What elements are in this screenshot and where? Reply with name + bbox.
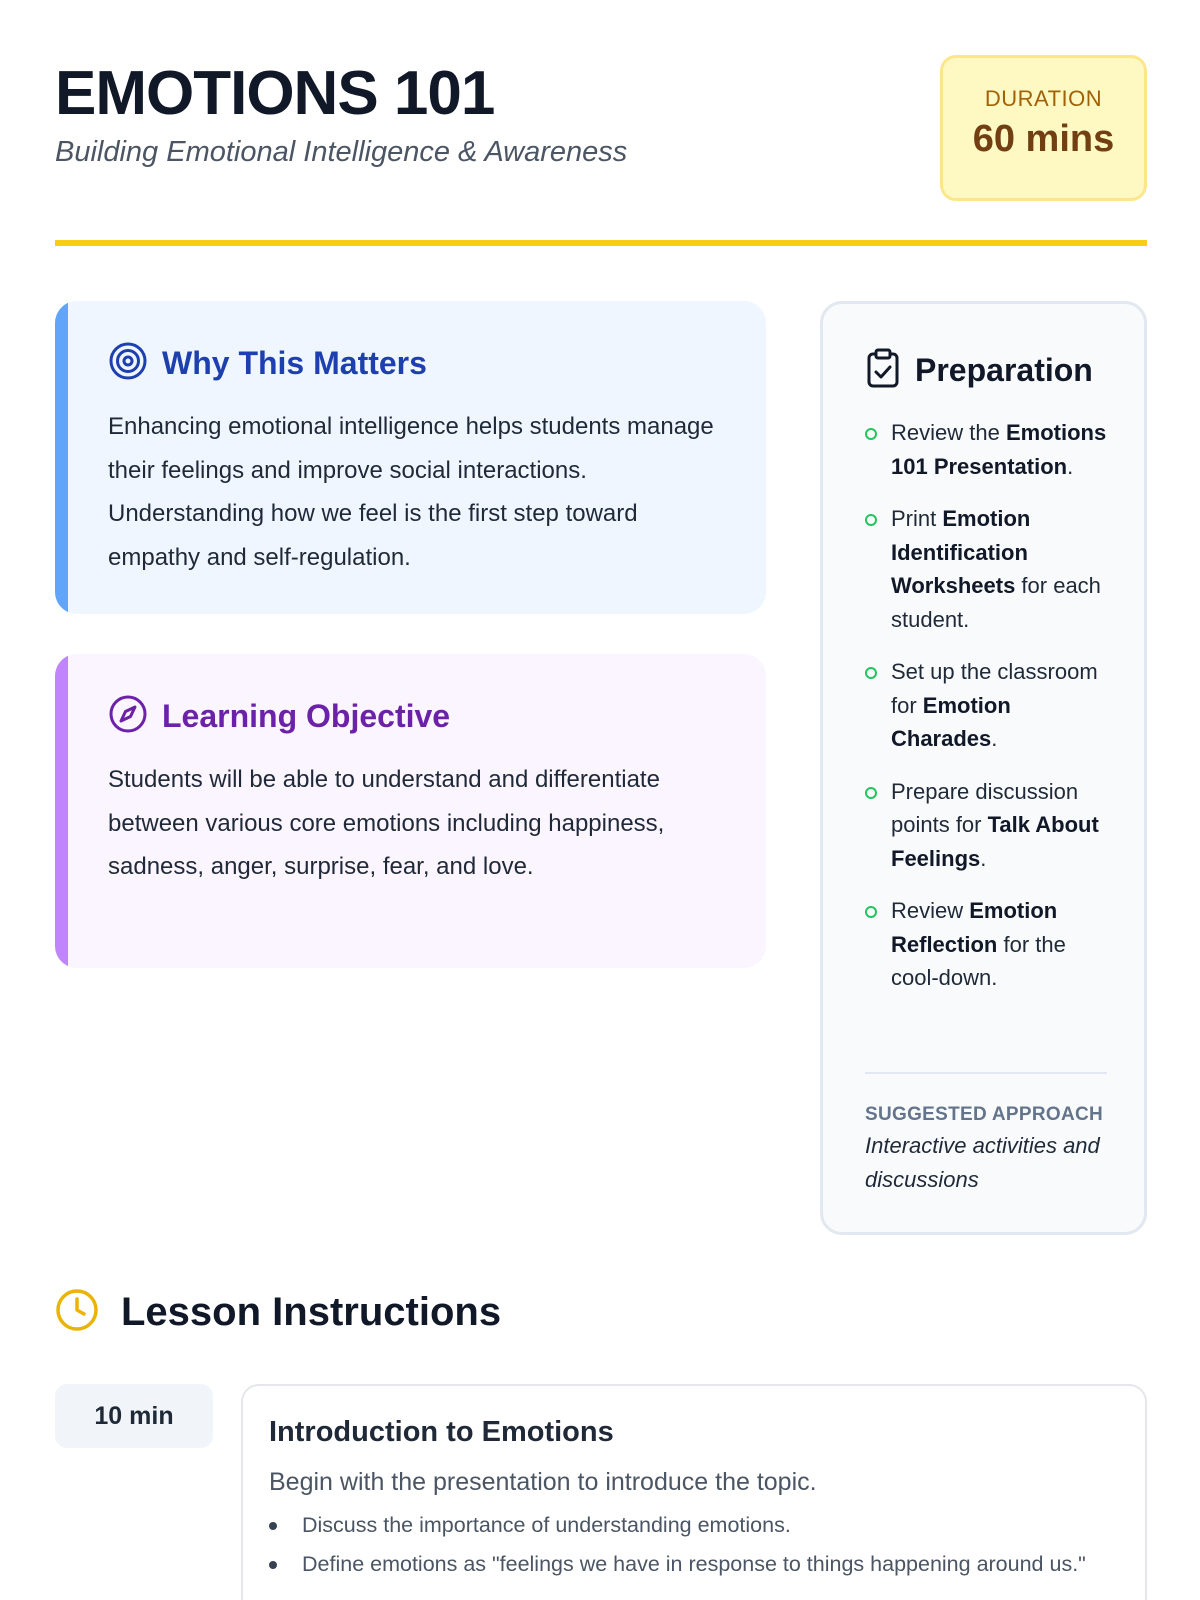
clock-icon bbox=[55, 1288, 99, 1337]
suggested-approach-value: Interactive activities and discussions bbox=[865, 1133, 1100, 1192]
card-accent-bar bbox=[55, 654, 68, 968]
preparation-item: Prepare discussion points for Talk About Feelings. bbox=[865, 775, 1115, 876]
preparation-title: Preparation bbox=[915, 352, 1093, 388]
lesson-header bbox=[55, 52, 1147, 202]
learning-objective-card bbox=[55, 654, 766, 968]
preparation-item: Review the Emotions 101 Presentation. bbox=[865, 416, 1115, 483]
list-item: Define emotions as "feelings we have in response to things happening around us." bbox=[269, 1549, 1119, 1579]
card-title: Why This Matters bbox=[162, 345, 427, 381]
check-circle-icon bbox=[865, 428, 877, 440]
check-circle-icon bbox=[865, 906, 877, 918]
clipboard-check-icon bbox=[865, 348, 901, 393]
bullet-icon bbox=[269, 1561, 277, 1569]
preparation-item: Set up the classroom for Emotion Charades. bbox=[865, 655, 1115, 756]
step-description: Begin with the presentation to introduce the topic. bbox=[269, 1468, 817, 1496]
page-title: EMOTIONS 101 bbox=[55, 59, 495, 128]
step-points bbox=[269, 1510, 1119, 1588]
duration-label: DURATION bbox=[984, 86, 1103, 111]
check-circle-icon bbox=[865, 667, 877, 679]
step-duration-badge: 10 min bbox=[55, 1384, 213, 1448]
check-circle-icon bbox=[865, 787, 877, 799]
preparation-list bbox=[865, 416, 1115, 1014]
card-body: Enhancing emotional intelligence helps students manage their feelings and improve social interactions. Understanding how we feel is the first step toward empathy and self-regulation. bbox=[108, 413, 714, 571]
instruction-step-card bbox=[241, 1384, 1147, 1600]
preparation-item: Review Emotion Reflection for the cool-down. bbox=[865, 894, 1115, 995]
check-circle-icon bbox=[865, 514, 877, 526]
lesson-instructions-header bbox=[55, 1288, 501, 1337]
preparation-panel bbox=[820, 301, 1147, 1235]
section-title: Lesson Instructions bbox=[121, 1290, 502, 1334]
compass-icon bbox=[108, 694, 148, 739]
card-header bbox=[108, 341, 427, 386]
card-body: Students will be able to understand and differentiate between various core emotions including happiness, sadness, anger, surprise, fear, and love. bbox=[108, 766, 665, 880]
list-item: Discuss the importance of understanding emotions. bbox=[269, 1510, 1119, 1540]
bullet-icon bbox=[269, 1522, 277, 1530]
header-divider bbox=[55, 240, 1147, 246]
card-title: Learning Objective bbox=[162, 698, 451, 734]
why-this-matters-card bbox=[55, 301, 766, 614]
suggested-approach-label: SUGGESTED APPROACH bbox=[865, 1104, 1104, 1125]
preparation-item: Print Emotion Identification Worksheets for each student. bbox=[865, 502, 1115, 636]
card-accent-bar bbox=[55, 301, 68, 614]
target-icon bbox=[108, 341, 148, 386]
duration-value: 60 mins bbox=[972, 118, 1115, 160]
step-title: Introduction to Emotions bbox=[269, 1416, 614, 1448]
duration-badge bbox=[940, 55, 1147, 201]
card-header bbox=[108, 694, 450, 739]
page-subtitle: Building Emotional Intelligence & Awareness bbox=[55, 136, 628, 168]
preparation-divider bbox=[865, 1072, 1107, 1074]
preparation-header bbox=[865, 348, 1093, 393]
